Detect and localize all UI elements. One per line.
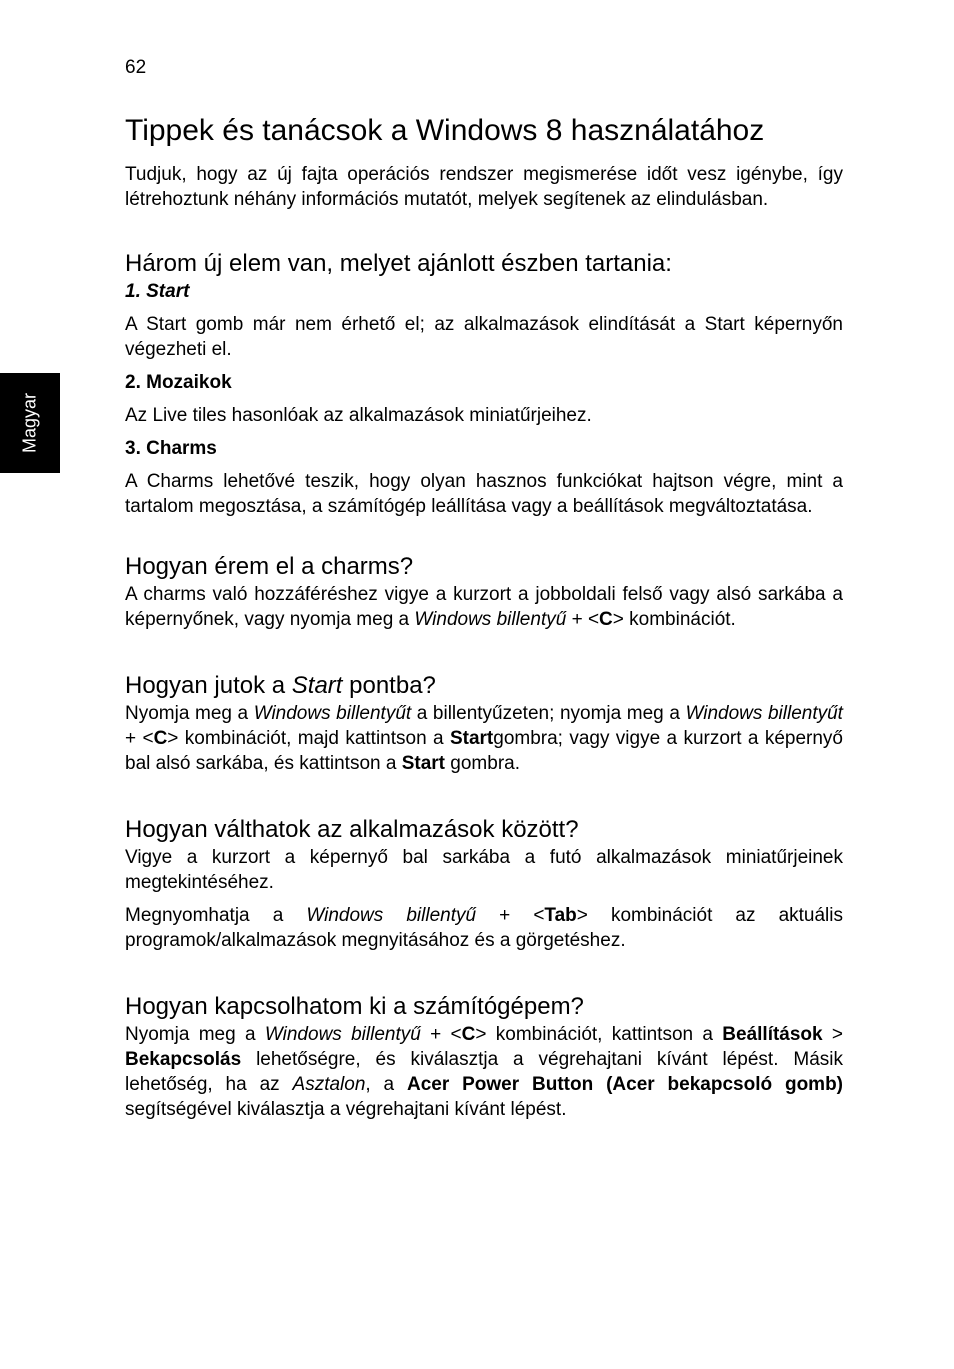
shutdown-paragraph <box>125 1022 843 1122</box>
desktop-term: Asztalon <box>292 1074 366 1096</box>
tab-key: Tab <box>544 905 577 927</box>
start-access-heading <box>125 670 843 701</box>
switch-apps-paragraph-1: Vigye a kurzort a képernyő bal sarkába a futó alkalmazások miniatűrjeinek megtekintéséhez. <box>125 847 843 894</box>
switch-apps-heading: Hogyan válthatok az alkalmazások között? <box>125 816 579 844</box>
intro-paragraph: Tudjuk, hogy az új fajta operációs rendszer megismerése időt vesz igénybe, így létrehoztunk néhány információs mutatót, melyek segítenek az elindulásban. <box>125 163 843 210</box>
three-elements-heading: Három új elem van, melyet ajánlott észben tartania: <box>125 249 672 277</box>
start-subheading: 1. Start <box>125 280 190 302</box>
text-run: > kombinációt, majd kattintson a <box>167 728 450 750</box>
start-term: Start <box>449 728 494 750</box>
text-run: + < <box>125 728 154 750</box>
windows-key-term: Windows billentyű <box>306 905 477 927</box>
tiles-subheading: 2. Mozaikok <box>125 371 232 393</box>
text-run: Hogyan jutok a <box>125 671 292 699</box>
text-run: A charms való hozzáféréshez vigye a kurzort a jobboldali felső vagy alsó sarkába a képernyőnek, vagy nyomja meg a <box>125 583 843 630</box>
windows-key-term: Windows billentyűt <box>253 703 412 725</box>
text-run: Nyomja meg a <box>125 1024 265 1046</box>
windows-key-term: Windows billentyű <box>414 608 567 630</box>
text-run: > kombinációt az aktuális programok/alkalmazások megnyitásához és a görgetéshez. <box>125 905 844 952</box>
text-run: > kombinációt. <box>612 608 736 630</box>
switch-apps-paragraph-2 <box>125 903 843 953</box>
text-run: lehetőségre, és kiválasztja a végrehajtani kívánt lépést. Másik lehetőség, ha az <box>125 1049 843 1096</box>
start-term: Start <box>401 753 446 775</box>
text-run: gombra; vagy vigye a kurzort a képernyő bal alsó sarkába, és kattintson a <box>125 728 843 775</box>
charms-paragraph: A Charms lehetővé teszik, hogy olyan hasznos funkciókat hajtson végre, mint a tartalom megosztása, a számítógép leállítása vagy a beállítások megváltoztatása. <box>125 470 843 517</box>
text-run: Nyomja meg a <box>125 703 254 725</box>
text-run: gombra. <box>445 753 520 775</box>
text-run: + < <box>566 608 600 630</box>
charms-access-heading: Hogyan érem el a charms? <box>125 552 414 580</box>
text-run: a billentyűzeten; nyomja meg a <box>411 703 686 725</box>
page-title: Tippek és tanácsok a Windows 8 használatához <box>125 114 765 147</box>
windows-key-term: Windows billentyűt <box>685 703 843 725</box>
start-term: Start <box>291 671 343 699</box>
power-term: Bekapcsolás <box>125 1049 242 1071</box>
page-content <box>125 112 843 1122</box>
c-key: C <box>153 728 168 750</box>
windows-key-term: Windows billentyű <box>264 1024 421 1046</box>
start-access-paragraph <box>125 701 843 776</box>
text-run: pontba? <box>342 671 436 699</box>
text-run: + < <box>420 1024 462 1046</box>
text-run: > kombinációt, kattintson a <box>475 1024 723 1046</box>
c-key: C <box>461 1024 476 1046</box>
start-paragraph: A Start gomb már nem érhető el; az alkalmazások elindítását a Start képernyőn végezheti el. <box>125 313 843 360</box>
language-side-tab <box>0 373 60 473</box>
text-run: , a <box>365 1074 407 1096</box>
power-button-term: Acer Power Button (Acer bekapcsoló gomb) <box>407 1074 843 1096</box>
text-run: > <box>822 1024 844 1046</box>
text-run: segítségével kiválasztja a végrehajtani kívánt lépést. <box>125 1099 567 1121</box>
text-run: Megnyomhatja a <box>125 905 307 927</box>
c-key: C <box>599 608 613 630</box>
page-number: 62 <box>125 57 147 78</box>
text-run: + < <box>476 905 545 927</box>
language-label: Magyar <box>19 392 40 454</box>
tiles-paragraph: Az Live tiles hasonlóak az alkalmazások miniatűrjeihez. <box>125 404 592 426</box>
charms-subheading: 3. Charms <box>125 437 217 459</box>
shutdown-heading: Hogyan kapcsolhatom ki a számítógépem? <box>125 993 584 1021</box>
settings-term: Beállítások <box>722 1024 823 1046</box>
charms-access-paragraph <box>125 582 843 632</box>
